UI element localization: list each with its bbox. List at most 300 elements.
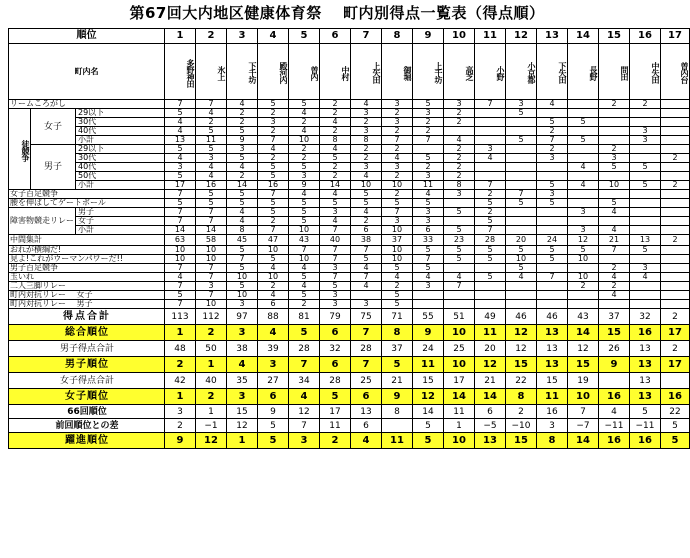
score-cell: 75	[351, 309, 382, 325]
score-cell: 5	[506, 109, 537, 118]
age-label: 小計	[76, 181, 165, 190]
score-cell	[661, 255, 690, 264]
score-cell: 15	[506, 433, 537, 449]
score-cell	[661, 190, 690, 199]
score-cell: 71	[382, 309, 413, 325]
score-cell: 5	[475, 255, 506, 264]
row-rimu	[9, 100, 690, 109]
score-cell: 38	[227, 341, 258, 357]
score-cell	[661, 199, 690, 208]
score-cell: 6	[351, 419, 382, 433]
score-cell: 3	[599, 154, 630, 163]
score-cell: 14	[196, 226, 227, 235]
score-cell: 16	[630, 325, 661, 341]
score-cell: 4	[289, 127, 320, 136]
score-cell: 2	[413, 127, 444, 136]
age-label: 40代	[76, 127, 165, 136]
score-cell: 12	[568, 235, 599, 246]
score-cell: 1	[165, 325, 196, 341]
score-cell: 14	[568, 325, 599, 341]
score-cell	[506, 208, 537, 217]
score-cell: 112	[196, 309, 227, 325]
results-table	[8, 28, 690, 449]
score-cell	[661, 273, 690, 282]
score-cell: 4	[444, 136, 475, 145]
age-label: 40代	[76, 163, 165, 172]
score-cell: 17	[320, 405, 351, 419]
rank-number: 6	[320, 29, 351, 44]
score-cell: −7	[568, 419, 599, 433]
score-cell: 37	[599, 309, 630, 325]
score-cell: 4	[165, 154, 196, 163]
score-cell: 15	[227, 405, 258, 419]
score-cell: 5	[289, 273, 320, 282]
score-cell: 2	[258, 217, 289, 226]
score-cell: 26	[599, 341, 630, 357]
score-cell: 5	[413, 264, 444, 273]
score-cell: 21	[382, 373, 413, 389]
score-cell: 3	[289, 172, 320, 181]
score-cell: 3	[630, 136, 661, 145]
score-cell	[475, 127, 506, 136]
score-cell	[537, 291, 568, 300]
score-cell: 4	[475, 154, 506, 163]
score-cell	[630, 145, 661, 154]
score-cell: 5	[227, 246, 258, 255]
score-cell: 1	[165, 389, 196, 405]
town-name: 殿河内	[258, 44, 289, 100]
score-cell: 3	[227, 145, 258, 154]
score-cell	[661, 136, 690, 145]
row-obm	[9, 208, 690, 217]
score-cell	[661, 100, 690, 109]
score-cell: 6	[351, 389, 382, 405]
score-cell: 2	[413, 163, 444, 172]
score-cell: 7	[475, 226, 506, 235]
score-cell: 10	[165, 246, 196, 255]
summary-mrank	[9, 357, 690, 373]
score-cell	[506, 145, 537, 154]
score-cell: 4	[165, 118, 196, 127]
score-cell: 16	[599, 433, 630, 449]
score-cell: 2	[196, 389, 227, 405]
score-cell	[630, 109, 661, 118]
score-cell: 47	[258, 235, 289, 246]
score-cell: 21	[475, 373, 506, 389]
score-cell: 3	[506, 100, 537, 109]
score-cell: 2	[227, 118, 258, 127]
score-cell: 2	[320, 100, 351, 109]
score-cell: 10	[382, 226, 413, 235]
score-cell: 5	[289, 163, 320, 172]
score-cell: 7	[413, 136, 444, 145]
score-cell: 16	[537, 405, 568, 419]
score-cell: 13	[351, 405, 382, 419]
town-name: 氷上	[196, 44, 227, 100]
score-cell: 5	[227, 190, 258, 199]
score-cell: 7	[382, 208, 413, 217]
score-cell: 4	[537, 100, 568, 109]
score-cell: 4	[351, 172, 382, 181]
score-cell: 10	[506, 255, 537, 264]
score-cell: 4	[413, 273, 444, 282]
score-cell	[661, 291, 690, 300]
score-cell	[475, 282, 506, 291]
score-cell: 58	[196, 235, 227, 246]
score-cell: 11	[413, 181, 444, 190]
row-w29	[9, 109, 690, 118]
score-cell: 6	[320, 357, 351, 373]
score-cell	[568, 190, 599, 199]
score-cell: 7	[196, 217, 227, 226]
score-cell: 11	[382, 433, 413, 449]
event-label: 男子百足競争	[9, 264, 165, 273]
score-cell	[661, 163, 690, 172]
event-label: 見よ!これがウーマンパワーだ!!	[9, 255, 165, 264]
score-cell: 2	[320, 172, 351, 181]
score-cell	[661, 300, 690, 309]
summary-prev	[9, 405, 690, 419]
score-cell: 7	[196, 208, 227, 217]
score-cell: 5	[289, 291, 320, 300]
score-cell: 2	[661, 341, 690, 357]
score-cell: 5	[196, 127, 227, 136]
score-cell: 21	[599, 235, 630, 246]
event-label: リームころがし	[9, 100, 165, 109]
row-wmomo	[9, 190, 690, 199]
score-cell: 3	[227, 325, 258, 341]
score-cell: 4	[320, 145, 351, 154]
score-cell: 3	[320, 291, 351, 300]
rank-number: 8	[382, 29, 413, 44]
row-msub	[9, 181, 690, 190]
page-title: 第67回大内地区健康体育祭 町内別得点一覧表（得点順）	[129, 4, 545, 22]
score-cell: 10	[289, 136, 320, 145]
score-cell	[506, 300, 537, 309]
score-cell: 10	[165, 255, 196, 264]
score-cell: 10	[568, 273, 599, 282]
score-cell: 7	[258, 136, 289, 145]
score-cell: 5	[289, 100, 320, 109]
score-cell	[475, 163, 506, 172]
header-rank-row	[9, 29, 690, 44]
score-cell: 3	[227, 389, 258, 405]
score-cell	[630, 300, 661, 309]
score-cell	[475, 109, 506, 118]
score-cell: 8	[382, 325, 413, 341]
score-cell: 7	[196, 273, 227, 282]
score-cell	[630, 217, 661, 226]
score-cell: 3	[258, 118, 289, 127]
score-cell: 5	[227, 199, 258, 208]
score-cell: 5	[537, 199, 568, 208]
score-cell	[630, 291, 661, 300]
score-cell: 5	[382, 357, 413, 373]
score-cell: 10	[289, 255, 320, 264]
row-wsub	[9, 136, 690, 145]
rank-number: 16	[630, 29, 661, 44]
score-cell: 8	[444, 181, 475, 190]
score-cell: 2	[382, 109, 413, 118]
town-name: 上千坊	[413, 44, 444, 100]
score-cell: 4	[289, 282, 320, 291]
summary-diff	[9, 419, 690, 433]
score-cell: 2	[289, 154, 320, 163]
score-cell: 4	[599, 226, 630, 235]
score-cell: 8	[537, 433, 568, 449]
score-cell: 5	[258, 172, 289, 181]
score-cell: −5	[475, 419, 506, 433]
score-cell: 5	[289, 325, 320, 341]
score-cell: 5	[258, 419, 289, 433]
score-cell: 12	[227, 419, 258, 433]
score-cell: 16	[196, 181, 227, 190]
score-cell: 5	[289, 217, 320, 226]
score-cell	[630, 282, 661, 291]
score-cell: 7	[165, 190, 196, 199]
town-name: 高芝	[444, 44, 475, 100]
score-cell: 17	[661, 325, 690, 341]
score-cell	[506, 282, 537, 291]
score-cell: 14	[413, 405, 444, 419]
town-name: 問田	[599, 44, 630, 100]
score-cell: 4	[227, 163, 258, 172]
score-cell: 4	[506, 273, 537, 282]
score-cell: 7	[351, 246, 382, 255]
score-cell: 4	[382, 273, 413, 282]
score-cell: 19	[568, 373, 599, 389]
score-cell: 4	[196, 163, 227, 172]
score-cell: 5	[258, 208, 289, 217]
score-cell: 5	[599, 163, 630, 172]
score-cell: 7	[537, 136, 568, 145]
score-cell: 2	[630, 100, 661, 109]
score-cell: 5	[382, 291, 413, 300]
score-cell: 5	[413, 154, 444, 163]
score-cell: 4	[289, 190, 320, 199]
score-cell: 4	[289, 389, 320, 405]
score-cell: 2	[258, 282, 289, 291]
score-cell: 14	[320, 181, 351, 190]
score-cell: 4	[568, 163, 599, 172]
score-cell: 15	[599, 325, 630, 341]
score-cell: 34	[289, 373, 320, 389]
score-cell: 5	[630, 405, 661, 419]
kyoso-label: 徒競争	[9, 109, 31, 190]
score-cell: 10	[444, 433, 475, 449]
score-cell	[661, 217, 690, 226]
score-cell: 4	[258, 291, 289, 300]
score-cell: 13	[630, 357, 661, 373]
town-name: 中村	[320, 44, 351, 100]
score-cell: 3	[568, 208, 599, 217]
summary-leap	[9, 433, 690, 449]
score-cell: 40	[320, 235, 351, 246]
score-cell: 16	[258, 181, 289, 190]
score-cell: 3	[413, 208, 444, 217]
score-cell: 10	[568, 255, 599, 264]
score-cell: 5	[444, 226, 475, 235]
score-cell: 5	[320, 199, 351, 208]
score-cell: 37	[382, 341, 413, 357]
score-cell: 6	[413, 226, 444, 235]
score-cell: 15	[413, 373, 444, 389]
score-cell: 3	[413, 172, 444, 181]
score-cell: 13	[630, 341, 661, 357]
rank-number: 10	[444, 29, 475, 44]
event-label: 町内対抗リレー 女子	[9, 291, 165, 300]
summary-label: 66回順位	[9, 405, 165, 419]
row-m40	[9, 163, 690, 172]
score-cell	[537, 163, 568, 172]
score-cell: 6	[258, 300, 289, 309]
score-cell: 4	[351, 282, 382, 291]
score-cell: 3	[351, 127, 382, 136]
score-cell	[537, 282, 568, 291]
score-cell: 5	[599, 199, 630, 208]
score-cell: 8	[227, 226, 258, 235]
score-cell: 7	[165, 208, 196, 217]
score-cell: 50	[196, 341, 227, 357]
score-cell: 3	[382, 100, 413, 109]
score-cell: 5	[165, 291, 196, 300]
score-cell: 2	[227, 172, 258, 181]
score-cell: 2	[537, 127, 568, 136]
score-cell: 5	[320, 282, 351, 291]
summary-label: 得点合計	[9, 309, 165, 325]
score-cell: 5	[413, 433, 444, 449]
score-cell: 4	[413, 190, 444, 199]
score-cell: 5	[258, 100, 289, 109]
score-cell: 3	[382, 163, 413, 172]
score-cell	[661, 264, 690, 273]
town-name: 小野	[475, 44, 506, 100]
score-cell	[661, 373, 690, 389]
row-m50	[9, 172, 690, 181]
score-cell: 5	[506, 136, 537, 145]
score-cell: 4	[258, 145, 289, 154]
score-cell: 15	[568, 357, 599, 373]
score-cell: 2	[351, 154, 382, 163]
score-cell: 4	[258, 325, 289, 341]
score-cell: 5	[413, 100, 444, 109]
score-cell: 4	[599, 273, 630, 282]
rank-number: 13	[537, 29, 568, 44]
score-cell: 4	[351, 100, 382, 109]
summary-frank	[9, 389, 690, 405]
score-cell: 1	[196, 405, 227, 419]
score-cell: 2	[413, 118, 444, 127]
score-cell: 7	[351, 325, 382, 341]
score-cell: 8	[320, 136, 351, 145]
score-cell: 1	[196, 357, 227, 373]
score-cell: 11	[320, 419, 351, 433]
score-cell: 49	[475, 309, 506, 325]
score-cell: 7	[537, 273, 568, 282]
score-cell: 4	[227, 217, 258, 226]
score-cell	[537, 208, 568, 217]
score-cell: 5	[630, 163, 661, 172]
score-cell: 39	[258, 341, 289, 357]
age-label: 30代	[76, 118, 165, 127]
score-cell: 7	[351, 273, 382, 282]
town-header: 町内名	[9, 44, 165, 100]
event-label: 中間集計	[9, 235, 165, 246]
score-cell	[630, 226, 661, 235]
score-cell: 5	[444, 208, 475, 217]
score-cell: 3	[289, 433, 320, 449]
score-cell: 5	[382, 300, 413, 309]
rank-number: 2	[196, 29, 227, 44]
score-cell: 5	[165, 199, 196, 208]
rank-header: 順位	[9, 29, 165, 44]
summary-label: 前回順位との差	[9, 419, 165, 433]
score-cell: 7	[444, 282, 475, 291]
score-cell: 17	[444, 373, 475, 389]
score-cell: 7	[289, 357, 320, 373]
score-cell: 13	[537, 341, 568, 357]
score-cell: 3	[227, 300, 258, 309]
score-cell	[475, 300, 506, 309]
score-cell: 13	[630, 235, 661, 246]
score-cell	[506, 291, 537, 300]
score-cell: 3	[630, 264, 661, 273]
score-cell: 48	[165, 341, 196, 357]
score-cell	[661, 118, 690, 127]
rank-number: 9	[413, 29, 444, 44]
score-cell: 4	[568, 181, 599, 190]
score-cell: 10	[227, 291, 258, 300]
score-cell	[537, 226, 568, 235]
score-cell: 5	[537, 118, 568, 127]
score-cell: 5	[227, 282, 258, 291]
score-cell: 1	[444, 419, 475, 433]
score-cell: 2	[661, 309, 690, 325]
score-cell	[537, 300, 568, 309]
score-cell: 2	[599, 264, 630, 273]
score-cell: 5	[351, 199, 382, 208]
score-cell	[599, 373, 630, 389]
score-cell	[661, 127, 690, 136]
town-name: 曽内台	[661, 44, 690, 100]
score-cell: 4	[227, 357, 258, 373]
score-cell: 3	[320, 300, 351, 309]
score-cell: 5	[444, 255, 475, 264]
summary-label: 男子順位	[9, 357, 165, 373]
score-cell: 7	[196, 100, 227, 109]
score-cell: 5	[227, 264, 258, 273]
score-cell: 10	[258, 273, 289, 282]
summary-mscore	[9, 341, 690, 357]
score-cell: 5	[382, 199, 413, 208]
row-obsub	[9, 226, 690, 235]
score-cell: 45	[227, 235, 258, 246]
score-cell: 9	[258, 405, 289, 419]
rank-number: 3	[227, 29, 258, 44]
summary-overall	[9, 325, 690, 341]
score-cell: 7	[165, 300, 196, 309]
sub-label: 小計	[76, 226, 165, 235]
score-cell: 7	[320, 273, 351, 282]
score-cell: 2	[444, 145, 475, 154]
score-cell	[630, 199, 661, 208]
sub-label: 女子	[76, 217, 165, 226]
score-cell	[475, 291, 506, 300]
score-cell: 10	[382, 255, 413, 264]
obstacle-label: 障害物競走リレー	[9, 208, 76, 235]
score-cell: 2	[382, 145, 413, 154]
score-cell: 2	[537, 145, 568, 154]
